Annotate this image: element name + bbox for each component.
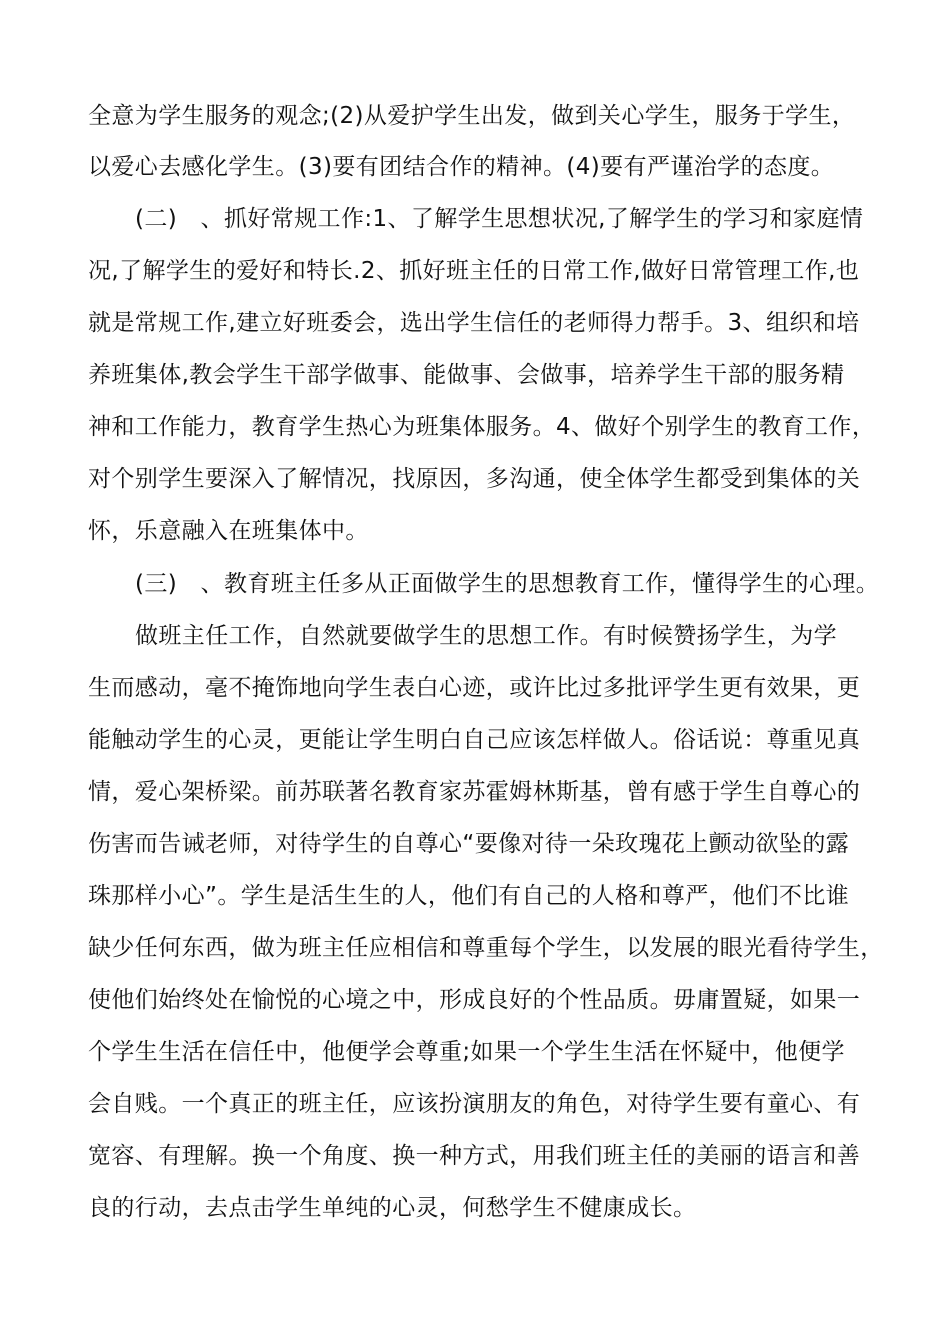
- text-line: 个学生生活在信任中，他便学会尊重;如果一个学生生活在怀疑中，他便学: [88, 1039, 845, 1065]
- section-heading-2: (二) 、抓好常规工作:1、了解学生思想状况,了解学生的学习和家庭情: [135, 206, 864, 232]
- text-line: 使他们始终处在愉悦的心境之中，形成良好的个性品质。毋庸置疑，如果一: [88, 987, 861, 1013]
- text-line: 神和工作能力，教育学生热心为班集体服务。4、做好个别学生的教育工作，: [88, 414, 876, 440]
- text-line: 全意为学生服务的观念;(2)从爱护学生出发，做到关心学生，服务于学生，: [88, 103, 856, 129]
- paragraph-start: 做班主任工作，自然就要做学生的思想工作。有时候赞扬学生，为学: [135, 623, 837, 649]
- text-line: 宽容、有理解。换一个角度、换一种方式，用我们班主任的美丽的语言和善: [88, 1143, 861, 1169]
- text-line: 怀，乐意融入在班集体中。: [88, 518, 369, 544]
- text-line: 以爱心去感化学生。(3)要有团结合作的精神。(4)要有严谨治学的态度。: [88, 154, 835, 180]
- section-heading-3: (三) 、教育班主任多从正面做学生的思想教育工作，懂得学生的心理。: [135, 571, 880, 597]
- text-line: 会自贱。一个真正的班主任，应该扮演朋友的角色，对待学生要有童心、有: [88, 1091, 861, 1117]
- text-line: 养班集体,教会学生干部学做事、能做事、会做事，培养学生干部的服务精: [88, 362, 845, 388]
- text-line: 况,了解学生的爱好和特长.2、抓好班主任的日常工作,做好日常管理工作,也: [88, 258, 860, 284]
- text-line: 就是常规工作,建立好班委会，选出学生信任的老师得力帮手。3、组织和培: [88, 310, 860, 336]
- text-line: 良的行动，去点击学生单纯的心灵，何愁学生不健康成长。: [88, 1195, 697, 1221]
- text-line: 生而感动，毫不掩饰地向学生表白心迹，或许比过多批评学生更有效果，更: [88, 675, 861, 701]
- text-line: 能触动学生的心灵，更能让学生明白自己应该怎样做人。俗话说：尊重见真: [88, 727, 861, 753]
- text-line: 对个别学生要深入了解情况，找原因，多沟通，使全体学生都受到集体的关: [88, 466, 861, 492]
- text-line: 情，爱心架桥梁。前苏联著名教育家苏霍姆林斯基，曾有感于学生自尊心的: [88, 779, 861, 805]
- text-line: 伤害而告诫老师，对待学生的自尊心“要像对待一朵玫瑰花上颤动欲坠的露: [88, 831, 850, 857]
- text-line: 缺少任何东西，做为班主任应相信和尊重每个学生，以发展的眼光看待学生，: [88, 935, 884, 961]
- text-line: 珠那样小心”。学生是活生生的人，他们有自己的人格和尊严，他们不比谁: [88, 883, 850, 909]
